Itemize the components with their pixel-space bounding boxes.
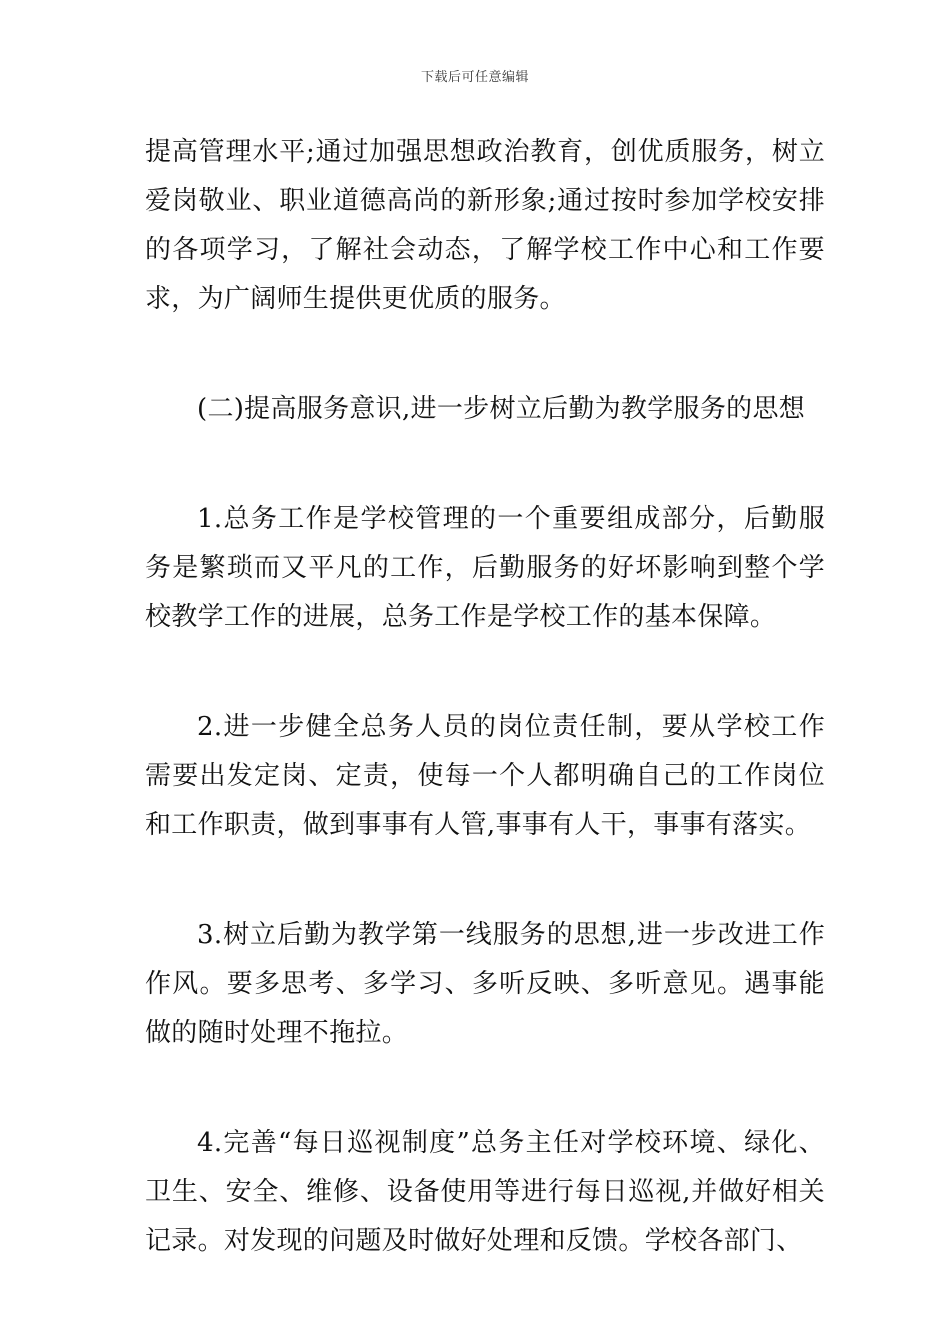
paragraph-item-3: 3.树立后勤为教学第一线服务的思想,进一步改进工作作风。要多思考、多学习、多听反映、多听意见。遇事能做的随时处理不拖拉。 (145, 920, 825, 1048)
paragraph-continuation: 提高管理水平;通过加强思想政治教育，创优质服务，树立爱岗敬业、职业道德高尚的新形象;通过按时参加学校安排的各项学习，了解社会动态，了解学校工作中心和工作要求，为广阔师生提供更优质的服务。 (145, 137, 825, 314)
section-heading: (二)提高服务意识,进一步树立后勤为教学服务的思想 (197, 394, 806, 424)
paragraph-item-2: 2.进一步健全总务人员的岗位责任制，要从学校工作需要出发定岗、定责，使每一个人都明确自己的工作岗位和工作职责，做到事事有人管,事事有人干，事事有落实。 (145, 712, 825, 840)
page-header: 下载后可任意编辑 (420, 70, 529, 85)
paragraph-item-1: 1.总务工作是学校管理的一个重要组成部分，后勤服务是繁琐而又平凡的工作，后勤服务的好坏影响到整个学校教学工作的进展，总务工作是学校工作的基本保障。 (145, 504, 825, 632)
document-body (145, 128, 825, 1266)
paragraph-item-4: 4.完善“每日巡视制度”总务主任对学校环境、绿化、卫生、安全、维修、设备使用等进行每日巡视,并做好相关记录。对发现的问题及时做好处理和反馈。学校各部门、 (145, 1128, 825, 1256)
